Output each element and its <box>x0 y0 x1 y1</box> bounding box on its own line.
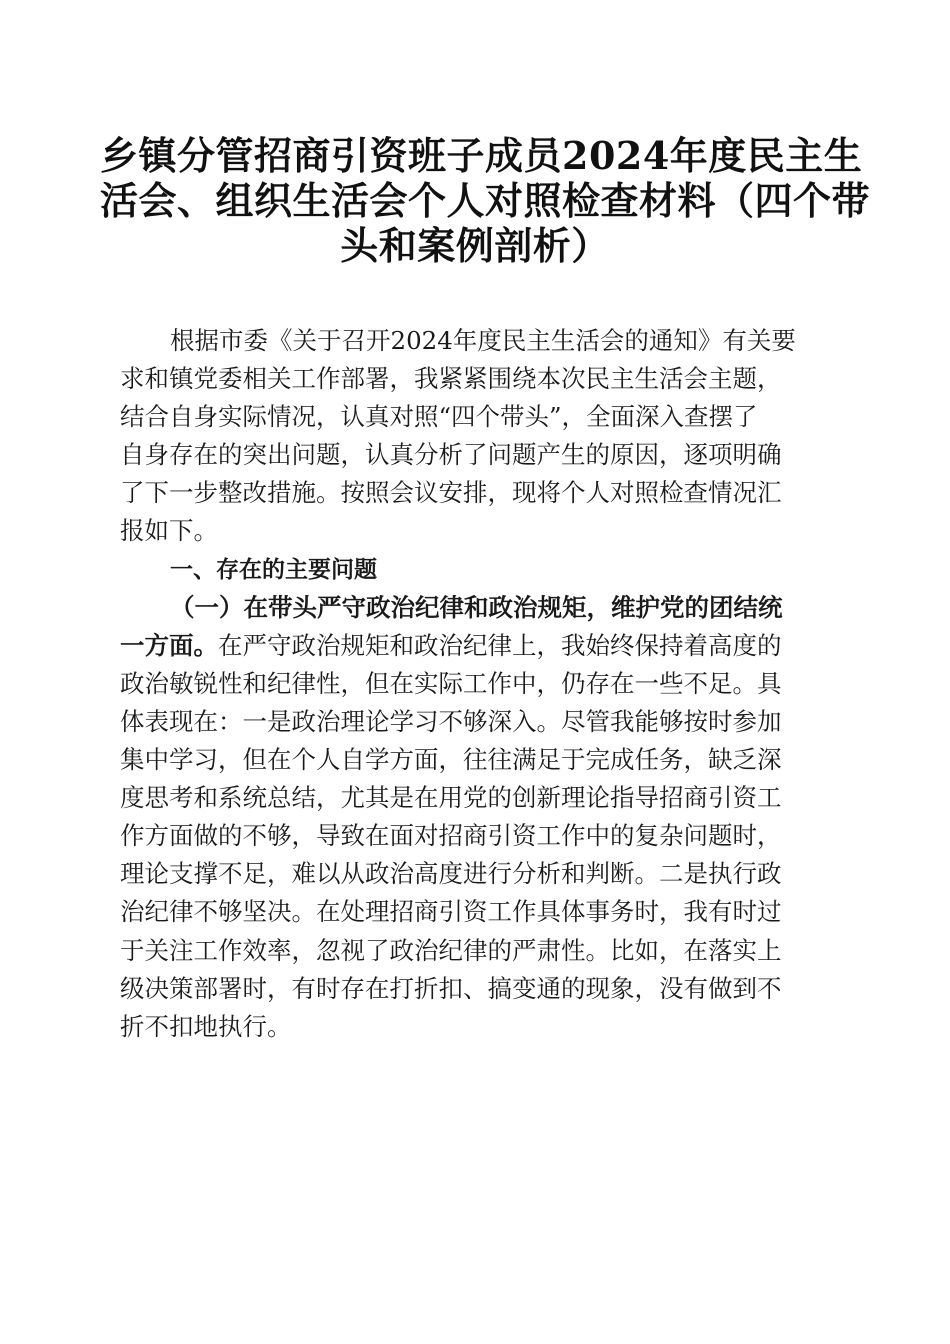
body-line: 级决策部署时，有时存在打折扣、搞变通的现象，没有做到不 <box>120 973 782 1003</box>
intro-line: 自身存在的突出问题，认真分析了问题产生的原因，逐项明确 <box>120 440 782 470</box>
subsection-paragraph <box>120 589 830 1046</box>
intro-paragraph <box>120 322 830 551</box>
title-line-1: 乡镇分管招商引资班子成员2024年度民主生 <box>100 133 863 178</box>
body-line: 集中学习，但在个人自学方面，往往满足于完成任务，缺乏深 <box>120 745 782 775</box>
document-body <box>120 322 830 1046</box>
body-line: 治纪律不够坚决。在处理招商引资工作具体事务时，我有时过 <box>120 897 782 927</box>
section-heading: 一、存在的主要问题 <box>170 556 377 583</box>
body-line: 折不扣地执行。 <box>120 1011 292 1041</box>
subsection-line-2 <box>120 627 830 665</box>
title-line-3: 头和案例剖析） <box>340 223 610 268</box>
body-line: 度思考和系统总结，尤其是在用党的创新理论指导招商引资工 <box>120 783 782 813</box>
intro-line: 报如下。 <box>120 516 218 546</box>
intro-line: 了下一步整改措施。按照会议安排，现将个人对照检查情况汇 <box>120 478 782 508</box>
intro-line: 求和镇党委相关工作部署，我紧紧围绕本次民主生活会主题， <box>120 364 782 394</box>
subsection-line-2-text: 在严守政治规矩和政治纪律上，我始终保持着高度的 <box>218 630 782 660</box>
document-title <box>100 133 871 268</box>
body-line: 理论支撑不足，难以从政治高度进行分析和判断。二是执行政 <box>120 859 782 889</box>
title-line-2: 活会、组织生活会个人对照检查材料（四个带 <box>100 178 871 223</box>
subsection-heading-line-2: 一方面。 <box>120 630 218 660</box>
body-line: 政治敏锐性和纪律性，但在实际工作中，仍存在一些不足。具 <box>120 668 782 698</box>
subsection-heading-line-1: （一）在带头严守政治纪律和政治规矩，维护党的团结统 <box>170 592 783 622</box>
body-line: 于关注工作效率，忽视了政治纪律的严肃性。比如，在落实上 <box>120 935 782 965</box>
intro-line: 结合自身实际情况，认真对照“四个带头”，全面深入查摆了 <box>120 402 758 432</box>
body-line: 体表现在：一是政治理论学习不够深入。尽管我能够按时参加 <box>120 706 782 736</box>
body-line: 作方面做的不够，导致在面对招商引资工作中的复杂问题时， <box>120 821 782 851</box>
intro-line: 根据市委《关于召开2024年度民主生活会的通知》有关要 <box>170 326 796 355</box>
